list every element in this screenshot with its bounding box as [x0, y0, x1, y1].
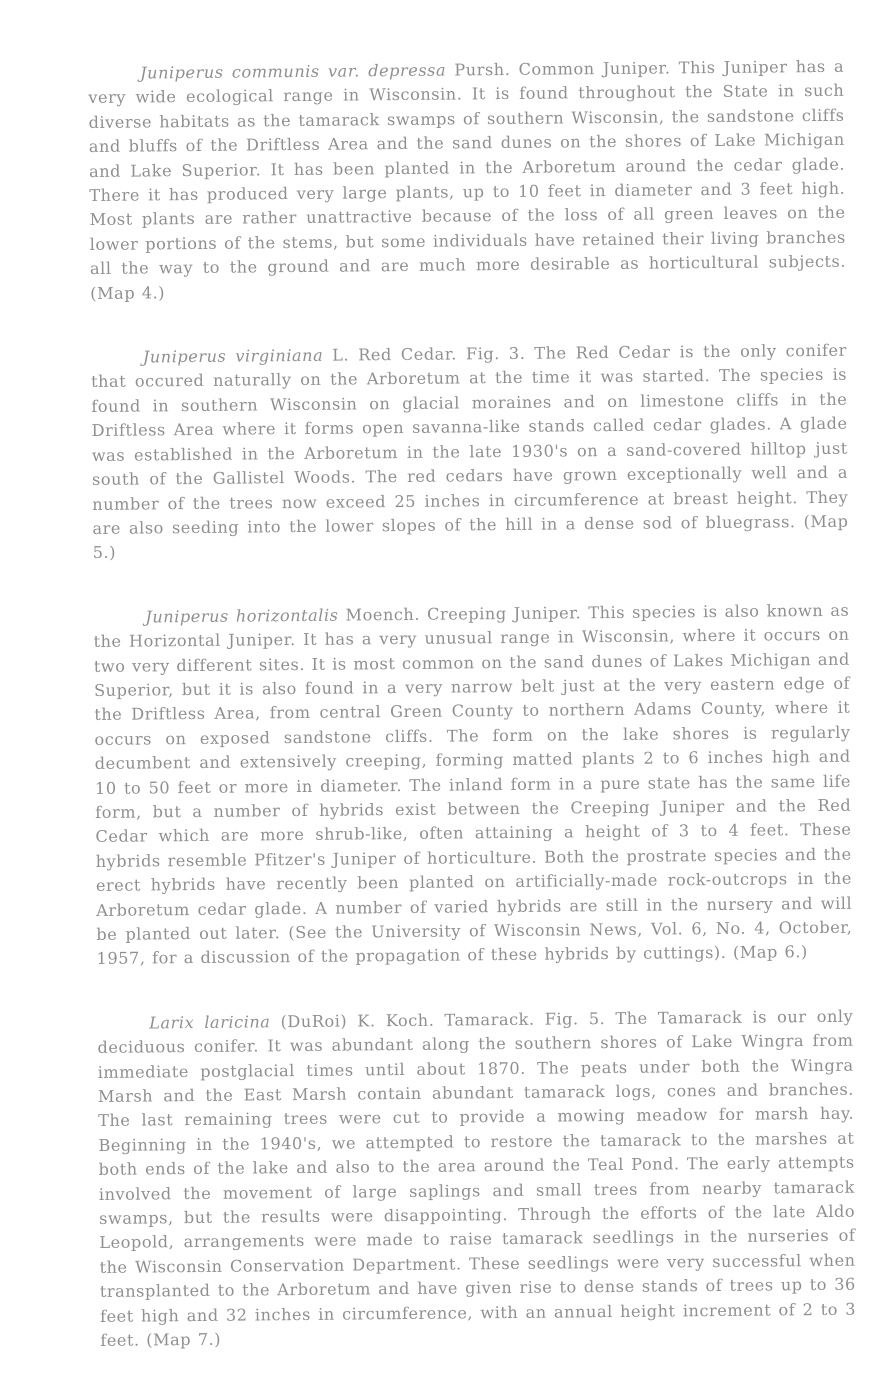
paragraph-juniperus-communis [88, 55, 846, 306]
paragraph-juniperus-virginiana [91, 339, 849, 566]
paragraph-text: L. Red Cedar. Fig. 3. The Red Cedar is the only conifer that occured naturally on the Arboretum at the time it was started. The species is found in southern Wisconsin on glacial moraines and on limestone cliffs in the Driftless Area where it forms open savanna-like stands called cedar glades. A glade was established in the Arboretum in the late 1930's on a sand-covered hilltop just south of the Gallistel Woods. The red cedars have grown exceptionally well and a number of the trees now exceed 25 inches in circumference at breast height. They are also seeding into the lower slopes of the hill in a dense sod of bluegrass. (Map 5.) [90, 340, 849, 563]
species-name: Juniperus horizontalis [145, 605, 339, 627]
paragraph-text: (DuRoi) K. Koch. Tamarack. Fig. 5. The Tamarack is our only deciduous conifer. It was abundant along the southern shores of Lake Wingra from immediate postglacial times until about 1870. The peats under both the Wingra Marsh and the East Marsh contain abundant tamarack logs, cones and branches. The last remaining trees were cut to provide a mowing meadow for marsh hay. Beginning in the 1940's, we attempted to restore the tamarack to the marshes at both ends of the lake and also to the area around the Teal Pond. The early attempts involved the movement of large saplings and small trees from nearby tamarack swamps, but the results were disappointing. Through the efforts of the late Aldo Leopold, arrangements were made to raise tamarack seedlings in the nurseries of the Wisconsin Conservation Department. These seedlings were very successful when transplanted to the Arboretum and have given rise to dense stands of trees up to 36 feet high and 32 inches in circumference, with an annual height increment of 2 to 3 feet. (Map 7.) [97, 1006, 857, 1351]
document-page [88, 55, 857, 1393]
paragraph-larix-laricina [97, 1005, 856, 1354]
paragraph-text: Pursh. Common Juniper. This Juniper has a very wide ecological range in Wisconsin. It is found throughout the State in such diverse habitats as the tamarack swamps of southern Wisconsin, the sandstone cliffs and bluffs of the Driftless Area and the sand dunes on the shores of Lake Michigan and Lake Superior. It has been planted in the Arboretum around the cedar glade. There it has produced very large plants, up to 10 feet in diameter and 3 feet high. Most plants are rather unattractive because of the loss of all green leaves on the lower portions of the stems, but some individuals have retained their living branches all the way to the ground and are much more desirable as horticultural subjects. (Map 4.) [88, 56, 847, 303]
species-name: Larix laricina [149, 1012, 271, 1033]
paragraph-juniperus-horizontalis [93, 598, 852, 971]
species-name: Juniperus virginiana [142, 345, 324, 367]
species-name: Juniperus communis var. depressa [140, 60, 447, 83]
paragraph-text: Moench. Creeping Juniper. This species is also known as the Horizontal Juniper. It has a very unusual range in Wisconsin, where it occurs on two very different sites. It is most common on the sand dunes of Lakes Michigan and Superior, but it is also found in a very narrow belt just at the very eastern edge of the Driftless Area, from central Green County to northern Adams County, where it occurs on exposed sandstone cliffs. The form on the lake shores is regularly decumbent and extensively creeping, forming matted plants 2 to 6 inches high and 10 to 50 feet or more in diameter. The inland form in a pure state has the same life form, but a number of hybrids exist between the Creeping Juniper and the Red Cedar which are more shrub-like, often attaining a height of 3 to 4 feet. These hybrids resemble Pfitzer's Juniper of horticulture. Both the prostrate species and the erect hybrids have recently been planted on artificially-made rock-outcrops in the Arboretum cedar glade. A number of varied hybrids are still in the nursery and will be planted out later. (See the University of Wisconsin News, Vol. 6, No. 4, October, 1957, for a discussion of the propagation of these hybrids by cuttings). (Map 6.) [93, 600, 853, 969]
